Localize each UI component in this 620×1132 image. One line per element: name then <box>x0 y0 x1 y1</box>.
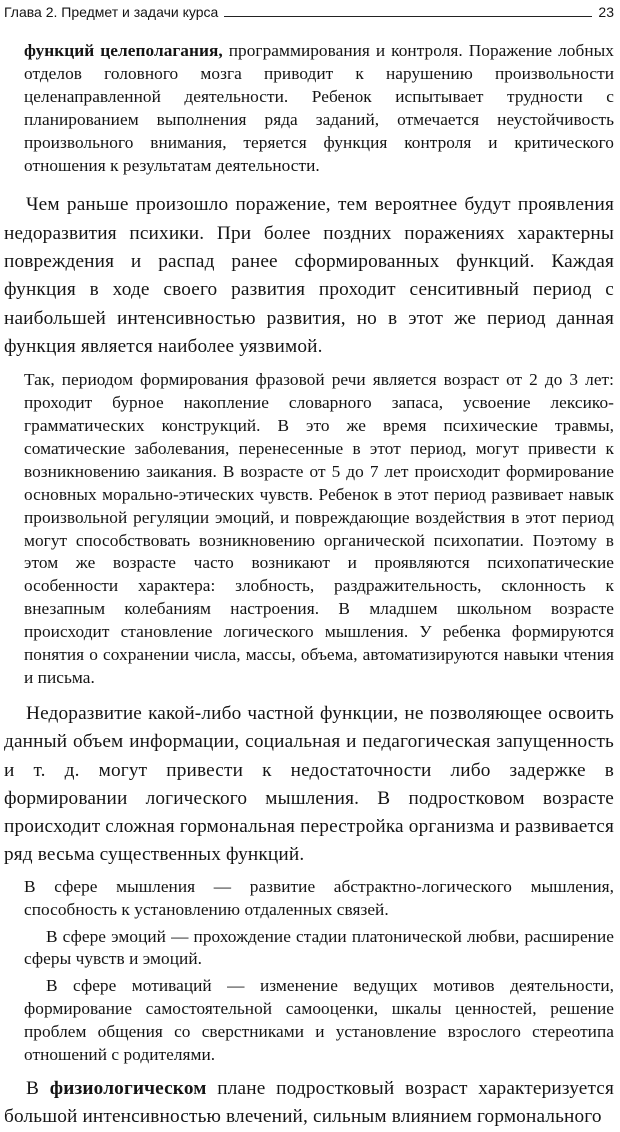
chapter-title: Глава 2. Предмет и задачи курса <box>4 4 219 20</box>
paragraph-underdevelopment: Недоразвитие какой-либо частной функции, не позволяющее освоить данный объем информации, социальная и педагогическая запущенность и т. д. могут привести к недостаточности либо задержке в формировании логического мышления. В подростковом возрасте происходит сложная гормональная перестройка организма и развивается ряд весьма существенных функций. <box>4 702 614 866</box>
paragraph-body: плане подростковый возраст характеризуется большой интенсивностью влечений, сильным влиянием гормонального <box>4 1077 614 1128</box>
paragraph-frontal-lobes <box>4 40 614 177</box>
paragraph-body: программирования и контроля. Поражение лобных отделов головного мозга приводит к нарушению произвольности целенаправленной деятельности. Ребенок испытывает трудности с планированием выполнения ряда заданий, отмечается неустойчивость произвольного внимания, теряется функция контроля и критического отношения к результатам деятельности. <box>24 41 614 175</box>
paragraph-emotions-sphere: В сфере эмоций — прохождение стадии платонической любви, расширение сферы чувств и эмоций. <box>24 926 614 969</box>
running-header <box>4 0 614 20</box>
paragraph-damage-timing: Чем раньше произошло поражение, тем вероятнее будут проявления недоразвития психики. При более поздних поражениях характерны повреждения и распад ранее сформированных функций. Каждая функция в ходе своего развития проходит сенситивный период с наибольшей интенсивностью развития, но в этот же период данная функция является наиболее уязвимой. <box>4 194 614 357</box>
paragraph-emphasis-bold: физиологическом <box>49 1077 207 1099</box>
paragraph-lead-bold: функций целеполагания, <box>24 41 223 60</box>
paragraph-physiology <box>4 1075 614 1132</box>
header-rule <box>224 16 592 17</box>
paragraph-motivation-sphere: В сфере мотиваций — изменение ведущих мотивов деятельности, формирование самостоятельной самооценки, шкалы ценностей, решение проблем общения со сверстниками и установление взрослого стереотипа отношений с родителями. <box>24 976 614 1065</box>
page-number: 23 <box>598 4 614 20</box>
paragraph-thinking-sphere: В сфере мышления — развитие абстрактно-логического мышления, способность к установлению отдаленных связей. <box>24 876 614 919</box>
paragraph-sensitive-periods: Так, периодом формирования фразовой речи является возраст от 2 до 3 лет: проходит бурное накопление словарного запаса, усвоение лексико-грамматических конструкций. В это же время психические травмы, соматические заболевания, перенесенные в этот период, могут привести к возникновению заикания. В возрасте от 5 до 7 лет происходит формирование основных морально-этических чувств. Ребенок в этот период развивает навык произвольной регуляции эмоций, и повреждающие воздействия в этот период могут способствовать возникновению органической психопатии. Поэтому в этом же возрасте часто возникают и проявляются психопатические особенности характера: злобность, раздражительность, склонность к внезапным колебаниям настроения. В младшем школьном возрасте происходит становление логического мышления. У ребенка формируются понятия о сохранении числа, массы, объема, автоматизируются навыки чтения и письма. <box>24 370 614 687</box>
paragraph-start: В <box>26 1077 50 1099</box>
